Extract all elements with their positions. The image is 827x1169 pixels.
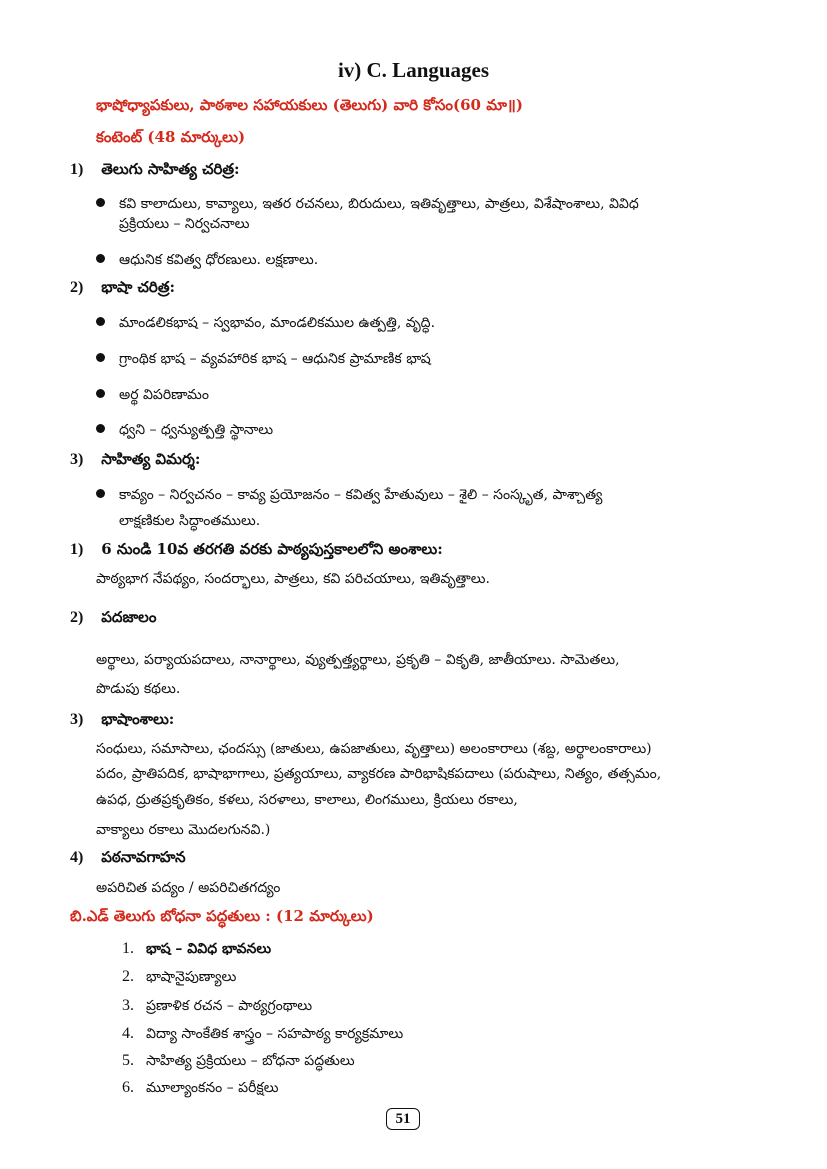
paragraph-text: ఉపధ, ద్రుతప్రకృతికం, కళలు, సరళాలు, కాలాలు, లింగములు, క్రియలు రకాలు, bbox=[96, 792, 518, 808]
bullet-icon bbox=[96, 254, 105, 263]
bullet-icon bbox=[96, 489, 105, 498]
section-literary-criticism-heading bbox=[70, 450, 200, 472]
list-item-text: ఆధునిక కవిత్వ ధోరణులు. లక్షణాలు. bbox=[119, 252, 319, 268]
teacher-section-heading: భాషోధ్యాపకులు, పాఠశాల సహాయకులు (తెలుగు) వారి కోసం(60 మా॥) bbox=[96, 96, 523, 114]
section-number: 2) bbox=[70, 609, 84, 626]
page-number: 51 bbox=[386, 1108, 420, 1130]
item-number: 2. bbox=[122, 968, 134, 985]
page-title: iv) C. Languages bbox=[337, 58, 490, 82]
list-item bbox=[96, 351, 431, 370]
list-item-continuation: ప్రక్రియలు – నిర్వచనాలు bbox=[119, 216, 250, 232]
section-number: 3) bbox=[70, 711, 84, 728]
list-item bbox=[122, 1052, 355, 1072]
list-item-text: భాష – వివిధ భావనలు bbox=[146, 941, 272, 957]
section-heading-text: సాహిత్య విమర్శ: bbox=[101, 450, 201, 468]
list-item-text: విద్యా సాంకేతిక శాస్త్రం – సహపాఠ్య కార్యక్రమాలు bbox=[146, 1026, 404, 1042]
item-number: 6. bbox=[122, 1079, 134, 1096]
list-item bbox=[122, 968, 236, 988]
content-marks-heading: కంటెంట్ (48 మార్కులు) bbox=[96, 128, 246, 146]
section-textbook-topics-heading bbox=[70, 540, 443, 562]
list-item bbox=[96, 315, 435, 334]
list-item bbox=[96, 422, 273, 441]
bullet-icon bbox=[96, 198, 105, 207]
list-item-text: గ్రాంథిక భాష – వ్యవహారిక భాష – ఆధునిక ప్రామాణిక భాష bbox=[119, 351, 431, 367]
item-number: 1. bbox=[122, 940, 134, 957]
list-item-text: ప్రణాళిక రచన – పాఠ్యగ్రంథాలు bbox=[146, 998, 313, 1014]
paragraph-text: పొడుపు కథలు. bbox=[96, 681, 181, 697]
paragraph-text: సంధులు, సమాసాలు, ఛందస్సు (జాతులు, ఉపజాతులు, వృత్తాలు) అలంకారాలు (శబ్ద, అర్థాలంకారాలు) bbox=[96, 741, 652, 757]
list-item-text: ధ్వని – ధ్వన్యుత్పత్తి స్థానాలు bbox=[119, 422, 274, 438]
bullet-icon bbox=[96, 353, 105, 362]
list-item-text: మాండలికభాష – స్వభావం, మాండలికముల ఉత్పత్తి, వృద్ధి. bbox=[119, 315, 436, 331]
list-item bbox=[122, 997, 312, 1017]
bullet-icon bbox=[96, 424, 105, 433]
list-item-text: కవి కాలాదులు, కావ్యాలు, ఇతర రచనలు, బిరుదులు, ఇతివృత్తాలు, పాత్రలు, విశేషాంశాలు, వివిధ bbox=[119, 196, 639, 212]
paragraph-text: అర్థాలు, పర్యాయపదాలు, నానార్థాలు, వ్యుత్పత్త్యర్థాలు, ప్రకృతి – వికృతి, జాతీయాలు. సామెతలు, bbox=[96, 652, 620, 668]
list-item-text: సాహిత్య ప్రక్రియలు – బోధనా పద్ధతులు bbox=[146, 1053, 355, 1069]
bullet-icon bbox=[96, 389, 105, 398]
section-number: 1) bbox=[70, 161, 84, 178]
paragraph-text: వాక్యాలు రకాలు మొదలగునవి.) bbox=[96, 822, 271, 838]
list-item-continuation: లాక్షణికుల సిద్ధాంతములు. bbox=[119, 513, 261, 529]
item-number: 3. bbox=[122, 997, 134, 1014]
section-literature-history-heading bbox=[70, 160, 240, 182]
list-item-text: భాషానైపుణ్యాలు bbox=[146, 969, 237, 985]
list-item-text: అర్థ విపరిణామం bbox=[119, 387, 209, 403]
bullet-icon bbox=[96, 317, 105, 326]
section-heading-text: తెలుగు సాహిత్య చరిత్ర: bbox=[101, 160, 240, 178]
list-item bbox=[96, 252, 318, 271]
list-item-text: కావ్యం – నిర్వచనం – కావ్య ప్రయోజనం – కవిత్వ హేతువులు – శైలి – సంస్కృత, పాశ్చాత్య bbox=[119, 487, 603, 503]
section-heading-text: భాషాంశాలు: bbox=[101, 710, 175, 728]
item-number: 5. bbox=[122, 1052, 134, 1069]
section-number: 3) bbox=[70, 451, 84, 468]
section-comprehension-heading bbox=[70, 848, 186, 870]
section-number: 2) bbox=[70, 279, 84, 296]
list-item bbox=[96, 487, 602, 506]
section-heading-text: పదజాలం bbox=[101, 608, 157, 626]
list-item bbox=[96, 387, 209, 406]
list-item bbox=[122, 1079, 279, 1099]
section-vocabulary-heading bbox=[70, 608, 156, 630]
section-heading-text: భాషా చరిత్ర: bbox=[101, 278, 176, 296]
item-number: 4. bbox=[122, 1025, 134, 1042]
section-number: 4) bbox=[70, 849, 84, 866]
section-number: 1) bbox=[70, 541, 84, 558]
list-item bbox=[122, 940, 271, 960]
list-item-text: మూల్యాంకనం – పరీక్షలు bbox=[146, 1080, 279, 1096]
list-item bbox=[122, 1025, 403, 1045]
list-item bbox=[96, 196, 639, 215]
section-heading-text: పఠనావగాహన bbox=[101, 848, 186, 866]
methods-marks-heading: బి.ఎడ్ తెలుగు బోధనా పద్ధతులు : (12 మార్కులు) bbox=[70, 907, 374, 925]
paragraph-text: పాఠ్యభాగ నేపథ్యం, సందర్భాలు, పాత్రలు, కవి పరిచయాలు, ఇతివృత్తాలు. bbox=[96, 571, 490, 587]
section-grammar-heading bbox=[70, 710, 174, 732]
section-language-history-heading bbox=[70, 278, 175, 300]
paragraph-text: పదం, ప్రాతిపదిక, భాషాభాగాలు, ప్రత్యయాలు, వ్యాకరణ పారిభాషికపదాలు (పరుషాలు, నిత్యం, తత్సమం, bbox=[96, 766, 662, 782]
paragraph-text: అపరిచిత పద్యం / అపరిచితగద్యం bbox=[96, 880, 281, 896]
section-heading-text: 6 నుండి 10వ తరగతి వరకు పాఠ్యపుస్తకాలలోని అంశాలు: bbox=[101, 540, 443, 558]
